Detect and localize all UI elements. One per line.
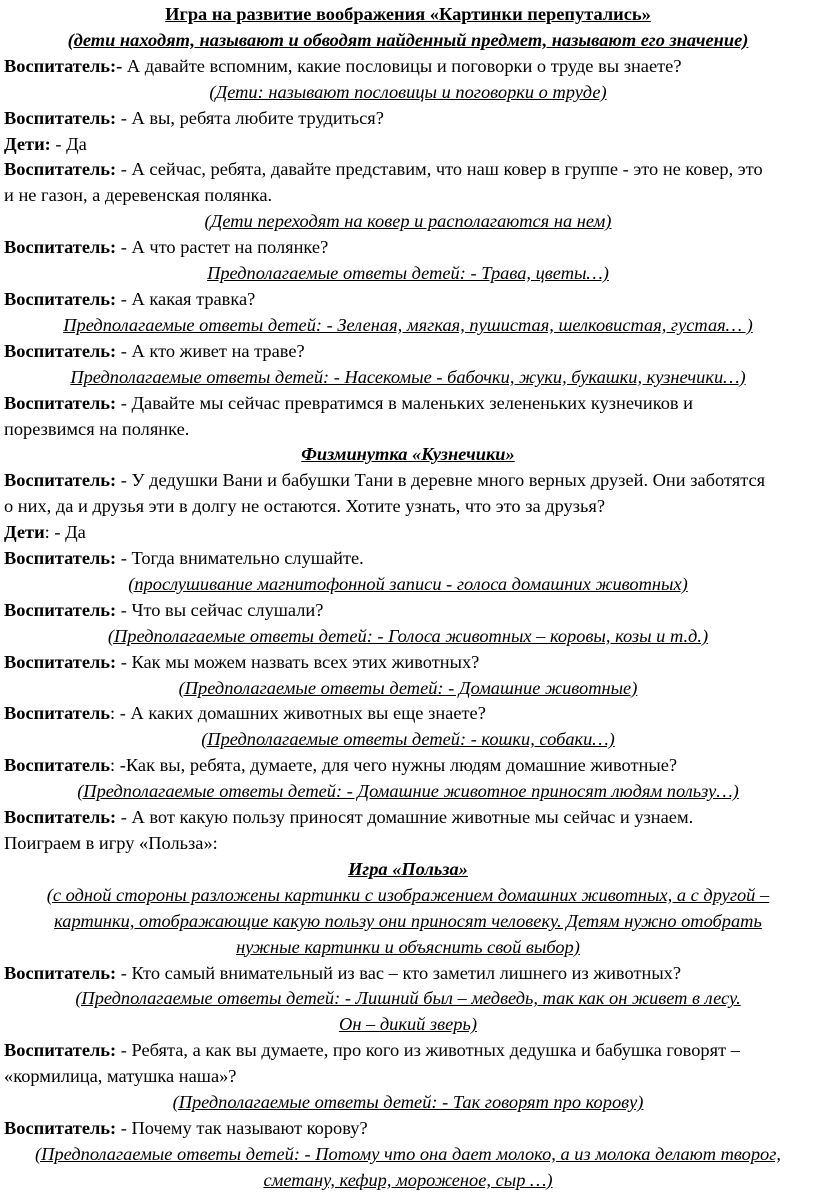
stage-note: (Дети: называют пословицы и поговорки о труде): [209, 81, 607, 102]
speaker-label: Воспитатель:: [4, 1117, 117, 1138]
speech-text: - А вот какую пользу приносят домашние животные мы сейчас и узнаем.: [116, 807, 694, 828]
speaker-label: Воспитатель:: [4, 1040, 117, 1061]
stage-note: картинки, отображающие какую пользу они приносят человеку. Детям нужно отобрать: [54, 910, 762, 931]
dialogue-line: [4, 520, 812, 546]
speech-text: - У дедушки Вани и бабушки Тани в деревне много верных друзей. Они заботятся: [116, 470, 766, 491]
speech-text: - Да: [50, 133, 87, 154]
dialogue-line: [4, 961, 812, 987]
speaker-label: Воспитатель:: [4, 288, 117, 309]
continuation-line: «кормилица, матушка наша»?: [4, 1066, 237, 1087]
speaker-label: Воспитатель:: [4, 962, 117, 983]
speech-text: А давайте вспомним, какие пословицы и поговорки о труде вы знаете?: [122, 55, 682, 76]
dialogue-line: [4, 650, 812, 676]
dialogue-line: [4, 598, 812, 624]
dialogue-line: [4, 805, 812, 831]
continuation-line: о них, да и друзья эти в долгу не остаются. Хотите узнать, что это за друзья?: [4, 496, 606, 517]
speech-text: : - А каких домашних животных вы еще знаете?: [110, 703, 486, 724]
speech-text: : -Как вы, ребята, думаете, для чего нужны людям домашние животные?: [110, 755, 678, 776]
dialogue-line: [4, 287, 812, 313]
speech-text: - А кто живет на траве?: [116, 340, 305, 361]
dialogue-line: [4, 339, 812, 365]
speaker-label: Воспитатель:: [4, 107, 117, 128]
stage-note: (Предполагаемые ответы детей: - кошки, собаки…): [201, 729, 615, 750]
dialogue-line: [4, 235, 812, 261]
speech-text: - Ребята, а как вы думаете, про кого из животных дедушка и бабушка говорят –: [116, 1040, 740, 1061]
dialogue-line: [4, 1116, 812, 1142]
speech-text: - Тогда внимательно слушайте.: [116, 548, 364, 569]
stage-note: (Предполагаемые ответы детей: - Голоса животных – коровы, козы и т.д.): [107, 625, 709, 646]
stage-note: сметану, кефир, мороженое, сыр …): [263, 1169, 553, 1190]
speech-text: - Что вы сейчас слушали?: [116, 599, 324, 620]
speech-text: - Как мы можем назвать всех этих животных?: [116, 651, 480, 672]
stage-note: (Предполагаемые ответы детей: - Домашние животное приносят людям пользу…): [77, 781, 739, 802]
speaker-label: Воспитатель:: [4, 159, 117, 180]
speaker-label: Воспитатель: [4, 703, 111, 724]
speaker-label: Воспитатель:: [4, 807, 117, 828]
speaker-label: Воспитатель: [4, 755, 111, 776]
speaker-label: Воспитатель:: [4, 237, 117, 258]
speech-text: - А какая травка?: [116, 288, 256, 309]
speech-text: : - Да: [44, 522, 86, 543]
continuation-line: Поиграем в игру «Польза»:: [4, 833, 218, 853]
stage-note: (с одной стороны разложены картинки с изображением домашних животных, а с другой –: [46, 884, 770, 905]
stage-note: Он – дикий зверь): [339, 1014, 477, 1035]
stage-note: (Предполагаемые ответы детей: - Потому что она дает молоко, а из молока делают творог,: [35, 1143, 781, 1164]
dialogue-line: [4, 54, 812, 80]
speaker-label: Дети:: [4, 133, 51, 154]
dialogue-line: [4, 157, 812, 183]
speech-text: - А что растет на полянке?: [116, 237, 329, 258]
dialogue-line: [4, 753, 812, 779]
dialogue-line: [4, 546, 812, 572]
stage-note: (Предполагаемые ответы детей: - Так говорят про корову): [172, 1092, 644, 1113]
speech-text: - Почему так называют корову?: [116, 1117, 368, 1138]
speech-text: - А вы, ребята любите трудиться?: [116, 107, 384, 128]
section-heading: Физминутка «Кузнечики»: [301, 444, 515, 465]
section-heading: Игра «Польза»: [348, 858, 468, 879]
speaker-label: Дети: [4, 522, 45, 543]
stage-note: Предполагаемые ответы детей: - Насекомые - бабочки, жуки, букашки, кузнечики…): [70, 366, 746, 387]
speaker-label: Воспитатель:: [4, 599, 117, 620]
document-title: Игра на развитие воображения «Картинки перепутались»: [165, 4, 651, 24]
stage-note: Предполагаемые ответы детей: - Трава, цветы…): [207, 263, 609, 284]
stage-note: нужные картинки и объяснить свой выбор): [236, 936, 580, 957]
stage-note: (прослушивание магнитофонной записи - голоса домашних животных): [128, 573, 688, 594]
dialogue-line: [4, 1038, 812, 1064]
speech-text: - А сейчас, ребята, давайте представим, что наш ковер в группе - это не ковер, это: [116, 159, 763, 180]
speech-text: - Кто самый внимательный из вас – кто заметил лишнего из животных?: [116, 962, 682, 983]
speaker-label: Воспитатель:-: [4, 55, 123, 76]
speaker-label: Воспитатель:: [4, 470, 117, 491]
stage-note: (Дети переходят на ковер и располагаются на нем): [204, 211, 612, 232]
speaker-label: Воспитатель:: [4, 651, 117, 672]
speaker-label: Воспитатель:: [4, 340, 117, 361]
speech-text: - Давайте мы сейчас превратимся в маленьких зелененьких кузнечиков и: [116, 392, 694, 413]
continuation-line: порезвимся на полянке.: [4, 418, 190, 439]
dialogue-line: [4, 391, 812, 417]
continuation-line: и не газон, а деревенская полянка.: [4, 185, 273, 206]
stage-note: Предполагаемые ответы детей: - Зеленая, мягкая, пушистая, шелковистая, густая… ): [63, 314, 753, 335]
dialogue-body: [4, 54, 812, 1194]
speaker-label: Воспитатель:: [4, 392, 117, 413]
dialogue-line: [4, 701, 812, 727]
document-subtitle: (дети находят, называют и обводят найденный предмет, называют его значение): [67, 29, 749, 50]
speaker-label: Воспитатель:: [4, 548, 117, 569]
stage-note: (Предполагаемые ответы детей: - Домашние животные): [178, 677, 638, 698]
dialogue-line: [4, 106, 812, 132]
dialogue-line: [4, 468, 812, 494]
stage-note: (Предполагаемые ответы детей: - Лишний был – медведь, так как он живет в лесу.: [75, 988, 741, 1009]
dialogue-line: [4, 132, 812, 158]
